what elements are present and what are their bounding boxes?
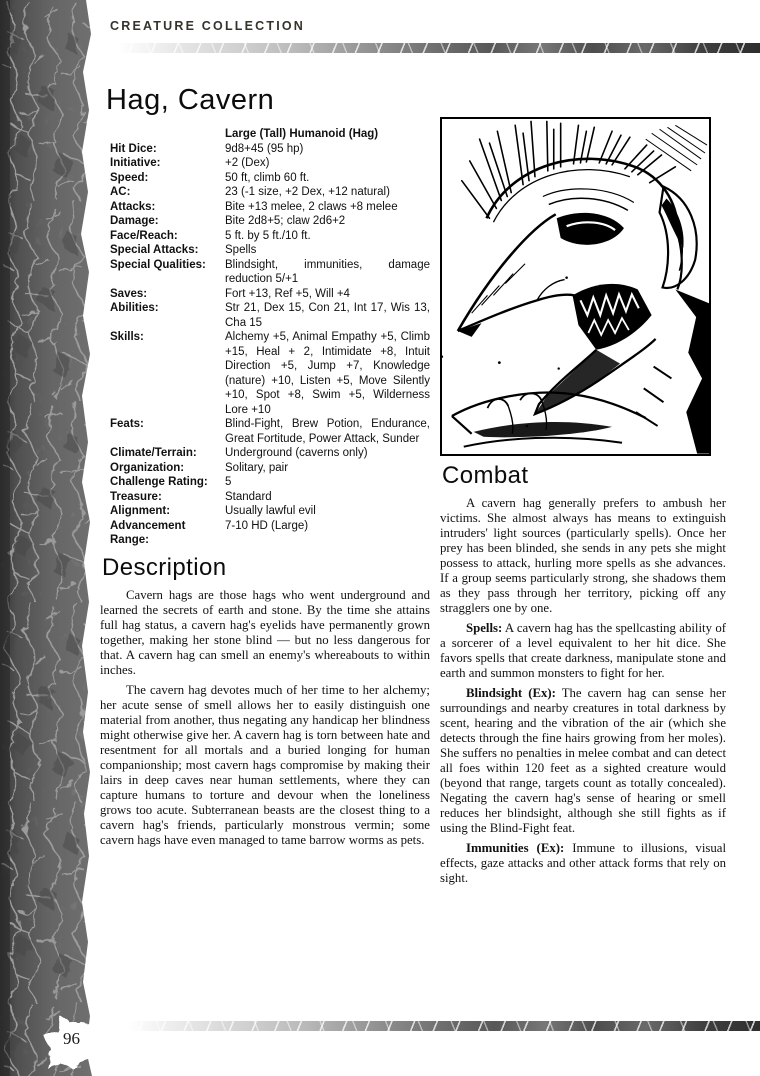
combat-paragraph: A cavern hag generally prefers to ambush her victims. She almost always has means to extinguish intruders' light sources (particularly spells). Once her prey has been blinded, she sends in any pets she might possess to attack, hurling more spells as she advances. If a group seems particularly strong, she shadows them as they pass through her territory, picking off any stragglers one by one.	[440, 496, 726, 615]
stat-row-advancement-range: Advancement Range: 7-10 HD (Large)	[110, 519, 309, 546]
stat-row-abilities: Abilities: Str 21, Dex 15, Con 21, Int 17, Wis 13, Cha 15	[110, 302, 430, 329]
combat-paragraph-blindsight: Blindsight (Ex): The cavern hag can sense her surroundings and nearby creatures in total darkness by scent, hearing and the vibration of the air (which she detects through the fine hairs growing from her moles). She suffers no penalties in melee combat and can detect all foes within 120 feet as a sighted creature would (beyond that range, targets count as totally concealed). Negating the cavern hag's sense of hearing or smell reduces her blindsight, although she still fights as if using the Blind-Fight feat.	[440, 686, 726, 835]
combat-paragraph-immunities: Immunities (Ex): Immune to illusions, visual effects, gaze attacks and other attack forms that rely on sight.	[440, 841, 726, 885]
stat-row-alignment: Alignment: Usually lawful evil	[110, 505, 316, 517]
stat-row-special-attacks: Special Attacks: Spells	[110, 244, 257, 256]
creature-type-line: Large (Tall) Humanoid (Hag)	[225, 128, 379, 140]
right-column	[440, 117, 726, 891]
stat-row-treasure: Treasure: Standard	[110, 490, 272, 503]
left-column	[100, 84, 430, 853]
footer-decorative-bar	[128, 1021, 760, 1031]
stat-row-organization: Organization: Solitary, pair	[110, 461, 289, 474]
stat-row-initiative: Initiative: +2 (Dex)	[110, 157, 270, 169]
stone-border-texture	[0, 0, 100, 1076]
combat-heading: Combat	[442, 462, 529, 489]
stat-row-saves: Saves: Fort +13, Ref +5, Will +4	[110, 287, 350, 300]
stat-row-challenge-rating: Challenge Rating: 5	[110, 476, 232, 488]
stat-row-feats: Feats: Blind-Fight, Brew Potion, Endurance, Great Fortitude, Power Attack, Sunder	[110, 418, 430, 445]
creature-title: Hag, Cavern	[106, 84, 275, 116]
stat-row-speed: Speed: 50 ft, climb 60 ft.	[110, 171, 310, 184]
stat-row-hit-dice: Hit Dice: 9d8+45 (95 hp)	[110, 142, 304, 155]
description-heading: Description	[102, 553, 227, 581]
stat-row-ac: AC: 23 (-1 size, +2 Dex, +12 natural)	[110, 186, 390, 198]
description-paragraph: The cavern hag devotes much of her time to her alchemy; her acute sense of smell allows her to easily distinguish one material from another, thus negating any handicap her blindness might otherwise give her. A cavern hag is torn between hate and resentment for all mortals and a buried longing for human companionship; most cavern hags compromise by making their lairs in deep caves near human settlements, where they can capture humans to torture and devour when the loneliness grows too acute. Subterranean beasts are the closest thing to a cavern hag's friends, particularly monstrous vermin; some cavern hags have even managed to tame barrow worms as pets.	[100, 682, 430, 847]
stat-block	[110, 127, 430, 548]
stat-row-attacks: Attacks: Bite +13 melee, 2 claws +8 melee	[110, 200, 398, 213]
header-decorative-bar	[118, 43, 760, 53]
cavern-hag-ink-drawing	[442, 119, 709, 454]
combat-paragraph-spells: Spells: A cavern hag has the spellcasting ability of a sorcerer of a level equivalent to her hit dice. She favors spells that create darkness, manipulate stone and earth and summon monsters to fight for her.	[440, 621, 726, 680]
cavern-hag-illustration	[440, 117, 711, 456]
stat-row-special-qualities: Special Qualities: Blindsight, immunities, damage reduction 5/+1	[110, 258, 430, 285]
stat-row-skills: Skills: Alchemy +5, Animal Empathy +5, Climb +15, Heal + 2, Intimidate +8, Intuit Direction +5, Jump +7, Knowledge (nature) +10, Listen +5, Move Silently +10, Spot +8, Swim +5, Wilderness Lore +10	[110, 331, 430, 416]
description-paragraph: Cavern hags are those hags who went underground and learned the secrets of earth and stone. By the time she attains full hag status, a cavern hag's eyelids have permanently grown together, making her stone blind — but no less dangerous for that. A cavern hag can smell an enemy's whereabouts to within inches.	[100, 587, 430, 677]
stat-row-climate-terrain: Climate/Terrain: Underground (caverns only)	[110, 447, 368, 459]
stat-row-damage: Damage: Bite 2d8+5; claw 2d6+2	[110, 215, 346, 227]
stat-row-face-reach: Face/Reach: 5 ft. by 5 ft./10 ft.	[110, 229, 311, 242]
book-title: CREATURE COLLECTION	[110, 19, 306, 33]
page-number: 96	[63, 1029, 80, 1048]
